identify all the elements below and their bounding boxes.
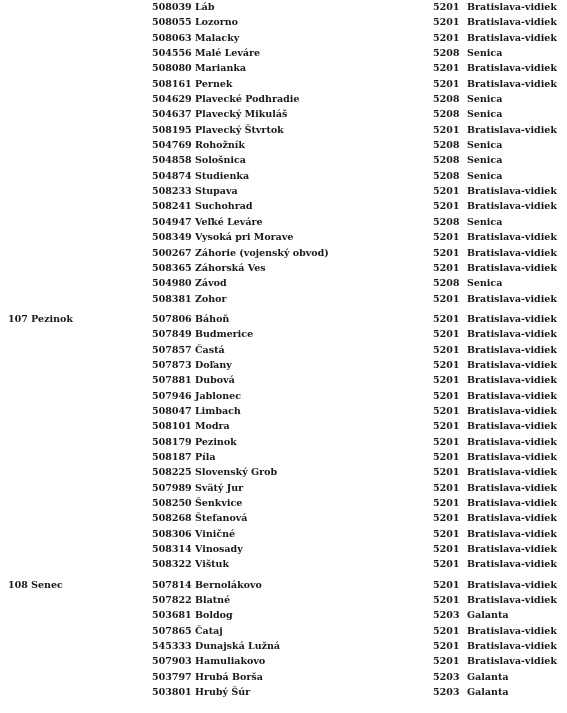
municipality-name: Vištuk (195, 559, 230, 571)
municipality-name: Studienka (195, 170, 250, 182)
region-code: 5201 (433, 359, 460, 371)
region-code: 5201 (433, 625, 460, 637)
municipality-code: 508179 (152, 436, 192, 448)
region-name: Bratislava-vidiek (467, 498, 557, 509)
municipality-name: Plavecký Štvrtok (195, 124, 284, 136)
municipality-code: 508268 (152, 513, 192, 525)
table-row (0, 685, 567, 700)
table-row (0, 0, 567, 15)
region-code: 5208 (433, 109, 460, 121)
table-row (0, 358, 567, 373)
region-name: Bratislava-vidiek (467, 375, 557, 387)
region-code: 5201 (433, 559, 460, 571)
municipality-code: 507822 (152, 595, 192, 607)
municipality-name: Slovenský Grob (195, 467, 278, 479)
region-name: Bratislava-vidiek (467, 32, 557, 44)
table-row (0, 230, 567, 245)
region-code: 5201 (433, 63, 460, 75)
region-name: Bratislava-vidiek (467, 359, 557, 371)
municipality-name: Pezinok (195, 436, 237, 448)
municipality-code: 508233 (152, 186, 192, 198)
municipality-code: 504874 (152, 170, 192, 182)
district-label: 107 Pezinok (8, 313, 73, 325)
region-name: Bratislava-vidiek (467, 201, 557, 213)
region-code: 5201 (433, 247, 460, 259)
table-row (0, 107, 567, 122)
municipality-code: 504637 (152, 109, 192, 121)
municipality-name: Plavecký Mikuláš (195, 109, 288, 121)
table-row (0, 15, 567, 30)
municipality-code: 507881 (152, 375, 192, 387)
municipality-code: 508161 (152, 78, 192, 90)
table-row (0, 276, 567, 291)
region-code: 5201 (433, 329, 460, 341)
region-code: 5201 (433, 544, 460, 556)
municipality-name: Malacky (195, 32, 240, 44)
region-code: 5208 (433, 155, 460, 167)
municipality-code: 503681 (152, 610, 192, 622)
table-row (0, 312, 567, 327)
municipality-name: Veľké Leváre (195, 216, 263, 228)
table-row (0, 404, 567, 419)
table-row (0, 527, 567, 542)
table-row (0, 578, 567, 593)
region-name: Bratislava-vidiek (467, 78, 557, 90)
region-code: 5203 (433, 610, 460, 622)
municipality-name: Modra (195, 421, 230, 433)
table-row (0, 246, 567, 261)
region-name: Senica (467, 155, 503, 167)
region-code: 5201 (433, 262, 460, 274)
table-row (0, 608, 567, 623)
municipality-code: 507946 (152, 390, 192, 402)
municipality-name: Dunajská Lužná (195, 641, 281, 653)
table-row (0, 557, 567, 572)
region-code: 5201 (433, 595, 460, 607)
municipality-code: 508349 (152, 232, 192, 244)
region-name: Bratislava-vidiek (467, 513, 557, 525)
district-label: 108 Senec (8, 579, 63, 591)
region-code: 5201 (433, 124, 460, 136)
region-code: 5201 (433, 201, 460, 213)
municipality-code: 508250 (152, 498, 192, 509)
region-name: Bratislava-vidiek (467, 656, 557, 668)
region-name: Bratislava-vidiek (467, 232, 557, 244)
municipality-name: Doľany (195, 359, 232, 371)
municipality-name: Bernolákovo (195, 579, 262, 591)
municipality-code: 507873 (152, 359, 192, 371)
region-name: Galanta (467, 671, 509, 683)
region-name: Bratislava-vidiek (467, 17, 557, 29)
municipality-code: 508365 (152, 262, 192, 274)
municipality-name: Viničné (195, 528, 236, 540)
municipality-name: Záhorie (vojenský obvod) (195, 247, 329, 259)
municipality-code: 507806 (152, 313, 192, 325)
municipality-name: Štefanová (195, 513, 248, 525)
municipality-code: 504556 (152, 48, 192, 60)
region-name: Senica (467, 94, 503, 106)
municipality-name: Budmerice (195, 329, 254, 341)
region-name: Bratislava-vidiek (467, 247, 557, 259)
municipality-name: Zohor (195, 293, 227, 305)
region-code: 5201 (433, 2, 460, 13)
table-row (0, 639, 567, 654)
municipality-name: Limbach (195, 405, 241, 417)
table-row (0, 153, 567, 168)
municipality-name: Plavecké Podhradie (195, 94, 300, 106)
region-code: 5201 (433, 390, 460, 402)
municipality-code: 507814 (152, 579, 192, 591)
table-row (0, 31, 567, 46)
municipality-code: 500267 (152, 247, 192, 259)
municipality-name: Sološnica (195, 155, 246, 167)
municipality-code: 508225 (152, 467, 192, 479)
region-name: Bratislava-vidiek (467, 559, 557, 571)
table-row (0, 496, 567, 511)
region-code: 5201 (433, 421, 460, 433)
region-name: Bratislava-vidiek (467, 405, 557, 417)
table-row (0, 77, 567, 92)
municipality-code: 508047 (152, 405, 192, 417)
municipality-name: Boldog (195, 610, 233, 622)
region-code: 5201 (433, 436, 460, 448)
region-name: Senica (467, 278, 503, 290)
municipality-code: 508063 (152, 32, 192, 44)
region-name: Bratislava-vidiek (467, 2, 557, 13)
region-name: Senica (467, 109, 503, 121)
municipality-code: 508322 (152, 559, 192, 571)
municipality-name: Vysoká pri Morave (195, 232, 294, 244)
municipality-code: 508101 (152, 421, 192, 433)
municipality-name: Čataj (195, 625, 223, 637)
municipality-name: Hamuliakovo (195, 656, 266, 668)
table-row (0, 261, 567, 276)
region-name: Bratislava-vidiek (467, 421, 557, 433)
table-row (0, 435, 567, 450)
municipality-name: Pernek (195, 78, 233, 90)
municipality-code: 504629 (152, 94, 192, 106)
region-name: Bratislava-vidiek (467, 329, 557, 341)
municipality-name: Hrubý Šúr (195, 687, 251, 699)
municipality-code: 508241 (152, 201, 192, 213)
region-name: Bratislava-vidiek (467, 595, 557, 607)
municipality-name: Závod (195, 278, 227, 290)
table-row (0, 123, 567, 138)
municipality-name: Rohožník (195, 140, 245, 152)
table-row (0, 670, 567, 685)
region-code: 5203 (433, 671, 460, 683)
table-row (0, 542, 567, 557)
municipality-code: 503801 (152, 687, 192, 699)
municipality-code: 503797 (152, 671, 192, 683)
region-code: 5201 (433, 78, 460, 90)
region-code: 5208 (433, 48, 460, 60)
region-name: Bratislava-vidiek (467, 528, 557, 540)
municipality-name: Suchohrad (195, 201, 253, 213)
table-row (0, 184, 567, 199)
municipality-code: 507989 (152, 482, 192, 494)
table-row (0, 624, 567, 639)
region-code: 5201 (433, 375, 460, 387)
municipality-code: 504858 (152, 155, 192, 167)
municipality-name: Hrubá Borša (195, 671, 263, 683)
municipality-name: Jablonec (195, 390, 241, 402)
region-code: 5201 (433, 186, 460, 198)
municipality-name: Báhoň (195, 313, 230, 325)
region-name: Bratislava-vidiek (467, 579, 557, 591)
municipality-code: 504769 (152, 140, 192, 152)
region-name: Bratislava-vidiek (467, 641, 557, 653)
region-code: 5208 (433, 140, 460, 152)
region-code: 5201 (433, 32, 460, 44)
municipality-name: Vinosady (195, 544, 243, 556)
region-code: 5208 (433, 94, 460, 106)
region-name: Bratislava-vidiek (467, 262, 557, 274)
table-row (0, 511, 567, 526)
region-name: Senica (467, 216, 503, 228)
region-name: Galanta (467, 687, 509, 699)
region-code: 5201 (433, 467, 460, 479)
municipality-code: 507857 (152, 344, 192, 356)
region-code: 5208 (433, 170, 460, 182)
table-row (0, 61, 567, 76)
table-row (0, 215, 567, 230)
municipality-code: 508306 (152, 528, 192, 540)
municipality-name: Lozorno (195, 17, 238, 29)
region-code: 5201 (433, 313, 460, 325)
region-code: 5203 (433, 687, 460, 699)
region-name: Bratislava-vidiek (467, 482, 557, 494)
region-code: 5201 (433, 528, 460, 540)
municipality-name: Blatné (195, 595, 231, 607)
region-name: Bratislava-vidiek (467, 313, 557, 325)
table-row (0, 481, 567, 496)
municipality-name: Šenkvice (195, 498, 243, 509)
municipality-code: 508187 (152, 451, 192, 463)
region-name: Bratislava-vidiek (467, 451, 557, 463)
table-row (0, 292, 567, 307)
region-name: Bratislava-vidiek (467, 625, 557, 637)
municipality-name: Láb (195, 2, 215, 13)
region-code: 5201 (433, 579, 460, 591)
municipality-name: Dubová (195, 375, 235, 387)
table-row (0, 450, 567, 465)
municipality-code: 508080 (152, 63, 192, 75)
municipality-name: Záhorská Ves (195, 262, 266, 274)
municipality-code: 507849 (152, 329, 192, 341)
municipality-code: 507865 (152, 625, 192, 637)
table-row (0, 419, 567, 434)
municipality-code: 504947 (152, 216, 192, 228)
region-name: Senica (467, 48, 503, 60)
region-code: 5201 (433, 232, 460, 244)
table-row (0, 593, 567, 608)
municipality-name: Marianka (195, 63, 247, 75)
table-row (0, 92, 567, 107)
municipality-code: 508381 (152, 293, 192, 305)
region-code: 5201 (433, 405, 460, 417)
municipality-name: Píla (195, 451, 216, 463)
region-code: 5201 (433, 482, 460, 494)
region-name: Bratislava-vidiek (467, 186, 557, 198)
region-code: 5201 (433, 17, 460, 29)
table-row (0, 343, 567, 358)
table-row (0, 327, 567, 342)
municipality-name: Svätý Jur (195, 482, 244, 494)
table-row (0, 46, 567, 61)
region-name: Bratislava-vidiek (467, 344, 557, 356)
municipality-code: 507903 (152, 656, 192, 668)
municipality-name: Malé Leváre (195, 48, 261, 60)
region-name: Bratislava-vidiek (467, 436, 557, 448)
region-code: 5208 (433, 216, 460, 228)
region-code: 5201 (433, 344, 460, 356)
municipality-name: Častá (195, 344, 225, 356)
region-name: Bratislava-vidiek (467, 390, 557, 402)
municipality-name: Stupava (195, 186, 238, 198)
region-code: 5201 (433, 451, 460, 463)
municipality-code: 508195 (152, 124, 192, 136)
region-name: Galanta (467, 610, 509, 622)
region-code: 5201 (433, 656, 460, 668)
municipality-code: 545333 (152, 641, 192, 653)
table-row (0, 654, 567, 669)
table-row (0, 199, 567, 214)
table-row (0, 138, 567, 153)
table-row (0, 169, 567, 184)
table-row (0, 373, 567, 388)
municipality-code: 504980 (152, 278, 192, 290)
region-code: 5201 (433, 513, 460, 525)
municipality-code: 508055 (152, 17, 192, 29)
table-row (0, 389, 567, 404)
region-name: Bratislava-vidiek (467, 467, 557, 479)
municipality-code: 508039 (152, 2, 192, 13)
region-name: Bratislava-vidiek (467, 63, 557, 75)
region-name: Bratislava-vidiek (467, 544, 557, 556)
region-code: 5201 (433, 641, 460, 653)
region-code: 5201 (433, 498, 460, 509)
municipality-code: 508314 (152, 544, 192, 556)
region-code: 5208 (433, 278, 460, 290)
region-name: Bratislava-vidiek (467, 293, 557, 305)
region-name: Senica (467, 170, 503, 182)
region-name: Senica (467, 140, 503, 152)
table-row (0, 465, 567, 480)
region-name: Bratislava-vidiek (467, 124, 557, 136)
region-code: 5201 (433, 293, 460, 305)
